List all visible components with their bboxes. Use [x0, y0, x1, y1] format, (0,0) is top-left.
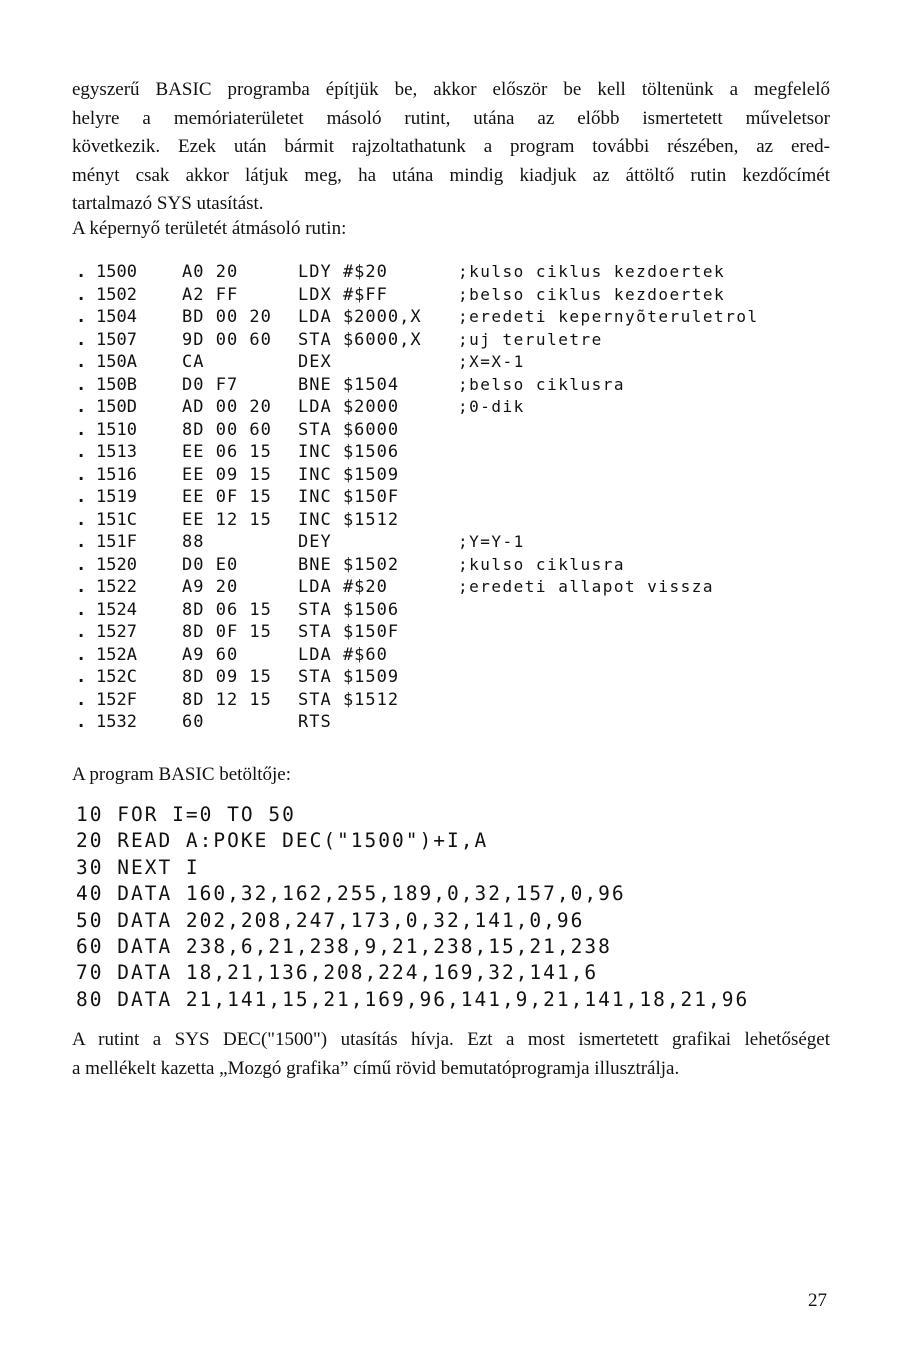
listing-instruction: INC $150F — [298, 487, 400, 507]
basic-line: 20 READ A:POKE DEC("1500")+I,A — [76, 829, 489, 853]
listing-comment: ;kulso ciklus kezdoertek — [458, 262, 726, 281]
listing-dot: . — [76, 554, 87, 575]
basic-line: 70 DATA 18,21,136,208,224,169,32,141,6 — [76, 961, 599, 985]
listing-dot: . — [76, 532, 87, 552]
listing-row — [66, 285, 846, 308]
listing-hex-bytes: 8D 09 15 — [182, 667, 272, 687]
listing-row — [66, 465, 846, 488]
listing-hex-bytes: EE 09 15 — [182, 464, 272, 485]
listing-row — [66, 600, 846, 623]
listing-dot: . — [76, 599, 87, 620]
listing-address: 151C — [96, 509, 137, 530]
listing-row — [66, 375, 846, 398]
listing-row — [66, 645, 846, 668]
listing-row — [66, 330, 846, 353]
listing-hex-bytes: 8D 12 15 — [182, 689, 272, 710]
listing-comment: ;uj teruletre — [458, 329, 603, 349]
listing-hex-bytes: AD 00 20 — [182, 397, 272, 417]
listing-address: 151F — [96, 532, 137, 552]
listing-dot: . — [76, 487, 87, 507]
listing-dot: . — [76, 667, 87, 687]
listing-address: 152F — [96, 689, 137, 710]
listing-address: 1520 — [96, 554, 137, 575]
listing-instruction: BNE $1502 — [298, 554, 400, 575]
listing-row — [66, 397, 846, 420]
listing-instruction: DEY — [298, 532, 332, 552]
listing-address: 1513 — [96, 442, 137, 462]
listing-address: 1504 — [96, 307, 137, 327]
listing-row — [66, 622, 846, 645]
listing-address: 1516 — [96, 464, 137, 485]
listing-address: 152A — [96, 644, 137, 665]
listing-hex-bytes: D0 F7 — [182, 374, 239, 395]
intro-paragraph — [72, 76, 830, 219]
listing-address: 1532 — [96, 712, 137, 732]
listing-dot: . — [76, 442, 87, 462]
listing-address: 1522 — [96, 577, 137, 597]
listing-hex-bytes: EE 12 15 — [182, 509, 272, 530]
listing-instruction: LDY #$20 — [298, 262, 388, 282]
listing-instruction: DEX — [298, 352, 332, 372]
listing-row — [66, 352, 846, 375]
listing-comment: ;eredeti kepernyõteruletrol — [458, 307, 759, 326]
listing-address: 1502 — [96, 284, 137, 305]
intro-line: helyre a memóriaterületet másoló rutint, utána az előbb ismertetett műveletsor — [72, 107, 830, 129]
listing-address: 1524 — [96, 599, 137, 620]
listing-address: 150A — [96, 352, 137, 372]
listing-hex-bytes: BD 00 20 — [182, 307, 272, 327]
listing-instruction: BNE $1504 — [298, 374, 400, 395]
intro-line: tartalmazó SYS utasítást. — [72, 193, 264, 214]
listing-instruction: LDA #$60 — [298, 644, 388, 665]
listing-hex-bytes: EE 06 15 — [182, 442, 272, 462]
listing-instruction: LDX #$FF — [298, 284, 388, 305]
listing-instruction: LDA $2000 — [298, 397, 400, 417]
listing-row — [66, 690, 846, 713]
listing-dot: . — [76, 509, 87, 530]
listing-instruction: STA $1506 — [298, 599, 400, 620]
listing-dot: . — [76, 374, 87, 395]
listing-comment: ;belso ciklus kezdoertek — [458, 284, 726, 304]
listing-comment: ;kulso ciklusra — [458, 554, 625, 574]
intro-line: következik. Ezek után bármit rajzoltathatunk a program további részében, az ered- — [72, 136, 830, 157]
outro-line: A rutint a SYS DEC("1500") utasítás hívja. Ezt a most ismertetett grafikai lehetőséget — [72, 1029, 830, 1050]
listing-row — [66, 262, 846, 285]
listing-hex-bytes: 88 — [182, 532, 205, 552]
listing-instruction: RTS — [298, 712, 332, 732]
listing-row — [66, 442, 846, 465]
listing-row — [66, 487, 846, 510]
listing-dot: . — [76, 329, 87, 350]
listing-hex-bytes: CA — [182, 352, 205, 372]
listing-comment: ;X=X-1 — [458, 352, 525, 371]
listing-hex-bytes: 8D 00 60 — [182, 419, 272, 440]
listing-dot: . — [76, 262, 87, 282]
listing-hex-bytes: A2 FF — [182, 284, 239, 305]
outro-paragraph — [72, 1026, 830, 1083]
listing-row — [66, 532, 846, 555]
listing-hex-bytes: EE 0F 15 — [182, 487, 272, 507]
listing-comment: ;0-dik — [458, 397, 525, 416]
listing-hex-bytes: A0 20 — [182, 262, 239, 282]
outro-line: a mellékelt kazetta „Mozgó grafika” című rövid bemutatóprogramja illusztrálja. — [72, 1057, 680, 1079]
listing-hex-bytes: 8D 0F 15 — [182, 622, 272, 642]
listing-hex-bytes: D0 E0 — [182, 554, 239, 575]
listing-dot: . — [76, 577, 87, 597]
listing-dot: . — [76, 689, 87, 710]
listing-instruction: STA $6000 — [298, 419, 400, 440]
listing-address: 152C — [96, 667, 137, 687]
listing-dot: . — [76, 622, 87, 642]
listing-address: 1507 — [96, 329, 137, 350]
listing-instruction: LDA #$20 — [298, 577, 388, 597]
listing-dot: . — [76, 712, 87, 732]
basic-line: 50 DATA 202,208,247,173,0,32,141,0,96 — [76, 908, 585, 932]
listing-hex-bytes: 9D 00 60 — [182, 329, 272, 350]
listing-instruction: INC $1506 — [298, 442, 400, 462]
basic-line: 30 NEXT I — [76, 855, 200, 879]
basic-line: 40 DATA 160,32,162,255,189,0,32,157,0,96 — [76, 882, 626, 906]
basic-line: 80 DATA 21,141,15,21,169,96,141,9,21,141,18,21,96 — [76, 987, 750, 1011]
listing-hex-bytes: A9 60 — [182, 644, 239, 665]
listing-address: 1510 — [96, 419, 137, 440]
basic-line: 10 FOR I=0 TO 50 — [76, 803, 296, 826]
basic-caption: A program BASIC betöltője: — [72, 764, 292, 785]
listing-dot: . — [76, 464, 87, 485]
intro-line: egyszerű BASIC programba építjük be, akkor először be kell töltenünk a megfelelő — [72, 79, 830, 100]
listing-hex-bytes: 60 — [182, 712, 205, 732]
listing-row — [66, 667, 846, 690]
listing-row — [66, 555, 846, 578]
listing-caption: A képernyő területét átmásoló rutin: — [72, 218, 347, 239]
listing-row — [66, 420, 846, 443]
listing-dot: . — [76, 644, 87, 665]
listing-instruction: INC $1512 — [298, 509, 400, 530]
basic-listing — [76, 803, 866, 1014]
listing-comment: ;Y=Y-1 — [458, 532, 525, 551]
listing-row — [66, 577, 846, 600]
listing-instruction: STA $1512 — [298, 689, 400, 710]
listing-instruction: LDA $2000,X — [298, 307, 422, 327]
listing-instruction: INC $1509 — [298, 464, 400, 485]
listing-dot: . — [76, 284, 87, 305]
listing-address: 150B — [96, 374, 137, 395]
listing-address: 1500 — [96, 262, 137, 282]
listing-instruction: STA $1509 — [298, 667, 400, 687]
listing-dot: . — [76, 307, 87, 327]
listing-instruction: STA $150F — [298, 622, 400, 642]
listing-address: 1519 — [96, 487, 137, 507]
page-number: 27 — [808, 1290, 827, 1311]
listing-comment: ;eredeti allapot vissza — [458, 577, 715, 596]
listing-hex-bytes: A9 20 — [182, 577, 239, 597]
listing-row — [66, 307, 846, 330]
listing-dot: . — [76, 397, 87, 417]
listing-dot: . — [76, 352, 87, 372]
listing-hex-bytes: 8D 06 15 — [182, 599, 272, 620]
listing-row — [66, 510, 846, 533]
assembly-listing — [66, 262, 846, 735]
listing-comment: ;belso ciklusra — [458, 374, 625, 394]
basic-line: 60 DATA 238,6,21,238,9,21,238,15,21,238 — [76, 934, 612, 958]
listing-address: 150D — [96, 397, 137, 417]
listing-instruction: STA $6000,X — [298, 329, 422, 350]
listing-dot: . — [76, 419, 87, 440]
listing-address: 1527 — [96, 622, 137, 642]
listing-row — [66, 712, 846, 735]
intro-line: ményt csak akkor látjuk meg, ha utána mindig kiadjuk az áttöltő rutin kezdőcímét — [72, 164, 830, 186]
